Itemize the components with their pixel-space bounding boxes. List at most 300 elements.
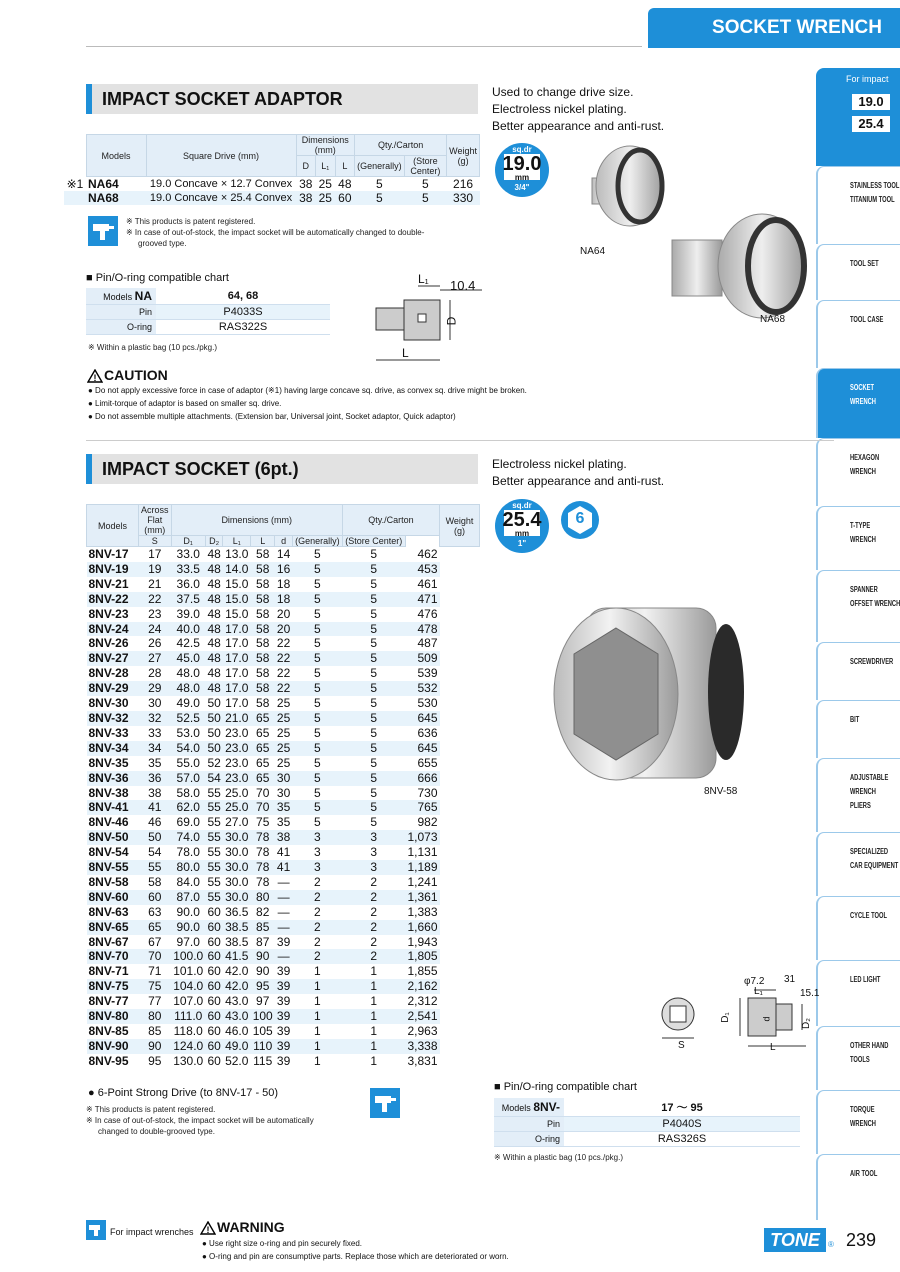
sidebar-item-2[interactable] [816,300,900,368]
cell-d2: 48 [207,681,221,696]
cell-d2: 48 [207,651,221,666]
impact-wrench-icon [370,1088,400,1118]
diag-phi: φ7.2 [744,976,765,987]
cell-generally: 5 [314,740,321,755]
cell-l: 65 [256,710,270,725]
cell-l1: 23.0 [225,725,249,740]
cell-d2: 60 [207,979,221,994]
sidebar-item-label: BIT [850,715,860,724]
cell-d2: 60 [207,1053,221,1068]
cell-l: 58 [256,651,270,666]
cell-s: 17 [148,547,162,561]
socket-pin-note: ※ Within a plastic bag (10 pcs./pkg.) [494,1153,623,1162]
cell-s: 60 [148,889,162,904]
sidebar-item-label: SOCKET [850,383,875,392]
sidebar-item-10[interactable] [816,832,900,896]
cell-d1: 36.0 [176,576,200,591]
table-row [87,845,480,860]
cell-d: 16 [276,561,291,576]
cell-l: 70 [256,785,270,800]
table-row [87,800,480,815]
table-row [87,547,480,562]
cell-s: 30 [148,696,162,711]
cell-store: 1 [370,1053,378,1068]
sidebar-impact-19: 19.0 [852,94,890,110]
table-row [87,622,480,637]
adaptor-notes: ※ This products is patent registered. ※ In case of out-of-stock, the impact socket will be automatically changed to double- grooved type. [126,217,425,248]
col-d1: D₁ [171,536,205,547]
cell-d2: 60 [207,1024,221,1038]
cell-d1: 57.0 [176,770,200,785]
cell-generally: 2 [314,919,321,934]
cell-d: 39 [276,1038,291,1053]
col-models: Models [87,505,139,547]
cell-l1: 21.0 [225,710,249,725]
cell-generally: 2 [314,904,321,919]
cell-s: 28 [148,666,162,681]
cell-l1: 25.0 [225,800,249,815]
cell-d: 22 [276,681,291,696]
footer-impact-label: For impact wrenches [110,1227,194,1237]
cell-l1: 30.0 [225,830,249,845]
cell-store: 5 [370,725,378,740]
cell-d: 22 [276,651,291,666]
cell-store: 5 [370,755,378,770]
sidebar-item-0[interactable] [816,166,900,244]
sq-dr-25-badge [494,498,550,554]
cell-generally: 3 [314,830,321,845]
cell-weight: 453 [417,561,438,576]
table-row [87,815,480,830]
sidebar-item-1[interactable] [816,244,900,300]
cell-d1: 69.0 [176,815,200,830]
cell-store: 5 [370,636,378,651]
cell-store: 5 [370,606,378,621]
cell-store: 5 [370,591,378,606]
sidebar-item-6[interactable] [816,570,900,642]
cell-d2: 55 [207,830,221,845]
cell-q1: 5 [376,177,383,191]
cell-d: 39 [276,964,291,979]
cell-store: 5 [370,621,378,636]
cell-model: 8NV-55 [88,860,129,875]
cell-d: 39 [276,1009,291,1024]
cell-weight: 1,660 [407,919,438,934]
cell-generally: 5 [314,770,321,785]
cell-model: 8NV-85 [88,1024,129,1038]
cell-generally: 5 [314,710,321,725]
cell-model: 8NV-23 [88,606,129,621]
sidebar-item-label: STAINLESS TOOL [850,181,900,190]
table-row [87,592,480,607]
badge-unit: mm [514,173,530,182]
cell-d2: 60 [207,1009,221,1024]
table-row [87,979,480,994]
cell-generally: 5 [314,636,321,651]
cell-d2: 48 [207,576,221,591]
cell-d: 30 [276,770,291,785]
cell-d2: 60 [207,1038,221,1053]
cell-d: 25 [276,725,291,740]
pin-val: P4033S [156,305,330,320]
sidebar-item-3[interactable] [816,368,900,438]
cell-l1: 38.5 [225,934,249,949]
sidebar-item-label: TITANIUM TOOL [850,195,895,204]
cell-generally: 5 [314,606,321,621]
cell-d2: 55 [207,800,221,815]
cell-d1: 87.0 [176,889,200,904]
drive-note: ● 6-Point Strong Drive (to 8NV-17 - 50) [88,1087,279,1099]
cell-d2: 52 [207,755,221,770]
cell-d2: 54 [207,770,221,785]
cell-d: — [277,874,290,889]
page-number: 239 [846,1230,877,1250]
badge-size: 25.4 [502,509,542,531]
sidebar-item-label: CAR EQUIPMENT [850,861,899,870]
sidebar-item-label: WRENCH [850,787,876,796]
oring-label: O-ring [494,1132,564,1147]
adaptor-title: IMPACT SOCKET ADAPTOR [86,84,478,114]
cell-weight: 1,943 [407,934,438,949]
cell-l: 105 [252,1024,273,1038]
col-weight: Weight (g) [440,505,480,547]
diag-d: d [761,1016,772,1022]
cell-d1: 90.0 [176,919,200,934]
cell-l: 58 [256,561,270,576]
cell-d: 18 [276,591,291,606]
socket-pin-chart-title: ■ Pin/O-ring compatible chart [494,1081,637,1093]
cell-d1: 78.0 [176,845,200,860]
sidebar-item-label: TORQUE [850,1105,875,1114]
cell-weight: 636 [417,725,438,740]
cell-l: 65 [256,740,270,755]
cell-s: 19 [148,561,162,576]
cell-s: 21 [148,576,162,591]
cell-l: 78 [256,860,270,875]
cell-model: 8NV-30 [88,696,129,711]
sq-dr-19-badge [494,142,550,198]
cell-model: 8NV-24 [88,621,129,636]
cell-model: 8NV-71 [88,964,129,979]
cell-store: 2 [370,934,378,949]
cell-generally: 5 [314,651,321,666]
cell-weight: 487 [417,636,438,651]
diag-l: L [770,1042,776,1053]
cell-d: 41 [276,860,291,875]
cell-l1: 23.0 [225,770,249,785]
cell-generally: 5 [314,666,321,681]
cell-l: 87 [256,934,270,949]
cell-model: 8NV-70 [88,949,129,964]
diag-l1: L₁ [418,272,429,286]
adaptor-pin-note: ※ Within a plastic bag (10 pcs./pkg.) [88,343,217,352]
cell-store: 5 [370,740,378,755]
sidebar-item-15[interactable] [816,1154,900,1220]
cell-s: 32 [148,710,162,725]
cell-store: 5 [370,666,378,681]
cell-generally: 2 [314,949,321,964]
cell-s: 63 [148,904,162,919]
cell-store: 5 [370,815,378,830]
sidebar-item-label: SPANNER [850,585,878,594]
cell-store: 3 [370,830,378,845]
cell-model: 8NV-46 [88,815,129,830]
table-row [64,191,480,205]
cell-generally: 1 [314,1053,321,1068]
table-row [87,666,480,681]
diag-10-4: 10.4 [450,278,476,293]
badge-size: 19.0 [502,153,542,175]
cell-weight: 1,131 [407,845,438,860]
table-row [87,860,480,875]
col-l: L [335,156,355,177]
socket-notes: ※ This products is patent registered. ※ In case of out-of-stock, the impact socket will be automatically changed to double-grooved type. [86,1105,314,1136]
pin-models-val: 64, 68 [156,288,330,305]
cell-generally: 5 [314,591,321,606]
cell-model: 8NV-34 [88,740,129,755]
cell-model: 8NV-75 [88,979,129,994]
sidebar-item-7[interactable] [816,642,900,700]
cell-s: 55 [148,860,162,875]
cell-l1: 30.0 [225,889,249,904]
sidebar-item-label: OFFSET WRENCH [850,599,900,608]
table-row [87,994,480,1009]
table-row [87,949,480,964]
cell-d: 18 [276,576,291,591]
cell-l1: 27.0 [225,815,249,830]
cell-d: 39 [276,934,291,949]
cell-s: 65 [148,919,162,934]
cell-d: 35 [276,800,291,815]
cell-weight: 509 [417,651,438,666]
cell-d2: 60 [207,904,221,919]
col-models: Models [86,135,146,177]
cell-l1: 49.0 [225,1038,249,1053]
cell-model: 8NV-41 [88,800,129,815]
sidebar-item-5[interactable] [816,506,900,570]
cell-s: 24 [148,621,162,636]
cell-model: 8NV-50 [88,830,129,845]
cell-d: 39 [276,979,291,994]
cell-s: 36 [148,770,162,785]
cell-l: 58 [256,696,270,711]
cell-l1: 42.0 [225,964,249,979]
cell-d1: 124.0 [173,1038,204,1053]
cell-l1: 17.0 [225,636,249,651]
caution-icon [87,369,103,383]
cell-d1: 48.0 [176,681,200,696]
cell-d1: 39.0 [176,606,200,621]
cell-l: 58 [256,547,270,561]
cell-d: — [277,889,290,904]
cell-d2: 60 [207,934,221,949]
cell-model: 8NV-17 [88,547,129,561]
cell-d2: 48 [207,666,221,681]
diag-d2: D₂ [801,1017,813,1030]
svg-text:!: ! [93,373,97,383]
warning-icon [200,1221,216,1235]
cell-generally: 1 [314,994,321,1009]
cell-drive: 19.0 Concave × 12.7 Convex [149,178,293,190]
cell-d: 39 [276,994,291,1009]
cell-s: 75 [148,979,162,994]
cell-model: 8NV-33 [88,725,129,740]
cell-weight: 2,541 [407,1009,438,1024]
cell-d1: 111.0 [174,1009,203,1024]
cell-generally: 5 [314,561,321,576]
socket-pin-chart [494,1098,800,1147]
sidebar-item-13[interactable] [816,1026,900,1090]
cell-l: 78 [256,874,270,889]
cell-d1: 104.0 [173,979,204,994]
cell-L1: 25 [318,191,332,205]
cell-d: 14 [276,547,291,561]
cell-d1: 40.0 [176,621,200,636]
cell-weight: 3,338 [407,1038,438,1053]
tone-registered: ® [828,1240,834,1249]
cell-l: 82 [256,904,270,919]
cell-s: 41 [148,800,162,815]
cell-weight: 1,241 [407,874,438,889]
table-row [87,771,480,786]
cell-store: 5 [370,547,378,561]
diag-l: L [402,346,409,360]
col-dimensions: Dimensions (mm) [171,505,342,536]
cell-l1: 36.5 [225,904,249,919]
table-row [87,636,480,651]
cell-store: 5 [370,696,378,711]
cell-d: 30 [276,785,291,800]
col-generally: (Generally) [292,536,342,547]
row-mark: ※1 [66,176,84,191]
cell-model: 8NV-28 [88,666,129,681]
cell-l: 95 [256,979,270,994]
badge-top: sq.dr [512,145,532,154]
sidebar-item-label: SPECIALIZED [850,847,889,856]
pin-label: Pin [494,1117,564,1132]
sidebar-item-label: OTHER HAND [850,1041,889,1050]
table-row [87,1009,480,1024]
cell-store: 5 [370,651,378,666]
cell-generally: 5 [314,681,321,696]
col-d: D [296,156,316,177]
badge-inch: 1" [517,539,527,548]
socket-table [86,504,480,1069]
sidebar-item-label: WRENCH [850,535,876,544]
cell-generally: 2 [314,874,321,889]
cell-s: 34 [148,740,162,755]
sidebar-item-label: WRENCH [850,467,876,476]
cell-d1: 53.0 [176,725,200,740]
sidebar-item-label: PLIERS [850,801,871,810]
cell-generally: 5 [314,800,321,815]
cell-d: 25 [276,755,291,770]
cell-generally: 5 [314,785,321,800]
cell-l1: 30.0 [225,845,249,860]
cell-d1: 107.0 [173,994,204,1009]
cell-s: 38 [148,785,162,800]
cell-l: 65 [256,770,270,785]
sidebar-item-9[interactable] [816,758,900,832]
cell-s: 58 [148,874,162,889]
cell-d2: 48 [207,561,221,576]
pin-models-label: Models 8NV- [494,1098,564,1117]
cell-d: 39 [276,1024,291,1038]
cell-store: 5 [370,561,378,576]
cell-d: 25 [276,740,291,755]
cell-l1: 30.0 [225,860,249,875]
sidebar-item-8[interactable] [816,700,900,758]
cell-model: 8NV-67 [88,934,129,949]
col-d2: D₂ [205,536,223,547]
col-qty: Qty./Carton [355,135,447,156]
oring-label: O-ring [86,320,156,335]
cell-s: 90 [148,1038,162,1053]
cell-l: 65 [256,725,270,740]
cell-l1: 52.0 [225,1053,249,1068]
cell-s: 50 [148,830,162,845]
cell-d: 22 [276,666,291,681]
cell-d1: 80.0 [176,860,200,875]
cell-weight: 2,963 [407,1024,438,1038]
diag-l1: L₁ [754,986,763,997]
cell-store: 1 [370,1024,378,1038]
sidebar-item-label: SCREWDRIVER [850,657,894,666]
cell-d1: 45.0 [176,651,200,666]
cell-s: 26 [148,636,162,651]
cell-d2: 55 [207,785,221,800]
impact-wrench-icon [88,216,118,246]
cell-s: 27 [148,651,162,666]
col-l1: L₁ [223,536,251,547]
cell-weight: 1,805 [407,949,438,964]
oring-val: RAS326S [564,1132,800,1147]
cell-generally: 5 [314,755,321,770]
cell-weight: 3,831 [407,1053,438,1068]
cell-weight: 1,189 [407,860,438,875]
cell-model: 8NV-58 [88,874,129,889]
cell-model: NA64 [88,177,119,191]
cell-generally: 5 [314,696,321,711]
sidebar-item-11[interactable] [816,896,900,960]
cell-weight: 2,312 [407,994,438,1009]
cell-d2: 60 [207,919,221,934]
cell-s: 54 [148,845,162,860]
sidebar-item-14[interactable] [816,1090,900,1154]
cell-generally: 1 [314,1024,321,1038]
cell-d1: 62.0 [176,800,200,815]
cell-d: 25 [276,696,291,711]
cell-d1: 37.5 [176,591,200,606]
cell-l1: 41.5 [225,949,249,964]
table-row [87,562,480,577]
socket-photo-label: 8NV-58 [704,786,738,797]
cell-L1: 25 [318,177,332,191]
diag-s: S [678,1040,685,1051]
sidebar-item-4[interactable] [816,438,900,506]
sidebar-item-label: AIR TOOL [850,1169,878,1178]
col-d: d [275,536,293,547]
adaptor-table [64,134,480,205]
cell-model: 8NV-27 [88,651,129,666]
six-point-value: 6 [575,510,585,527]
cell-l1: 23.0 [225,755,249,770]
cell-weight: 645 [417,710,438,725]
sidebar-item-12[interactable] [816,960,900,1026]
badge-unit: mm [514,529,530,538]
cell-l: 78 [256,830,270,845]
impact-wrench-icon [86,1220,106,1240]
